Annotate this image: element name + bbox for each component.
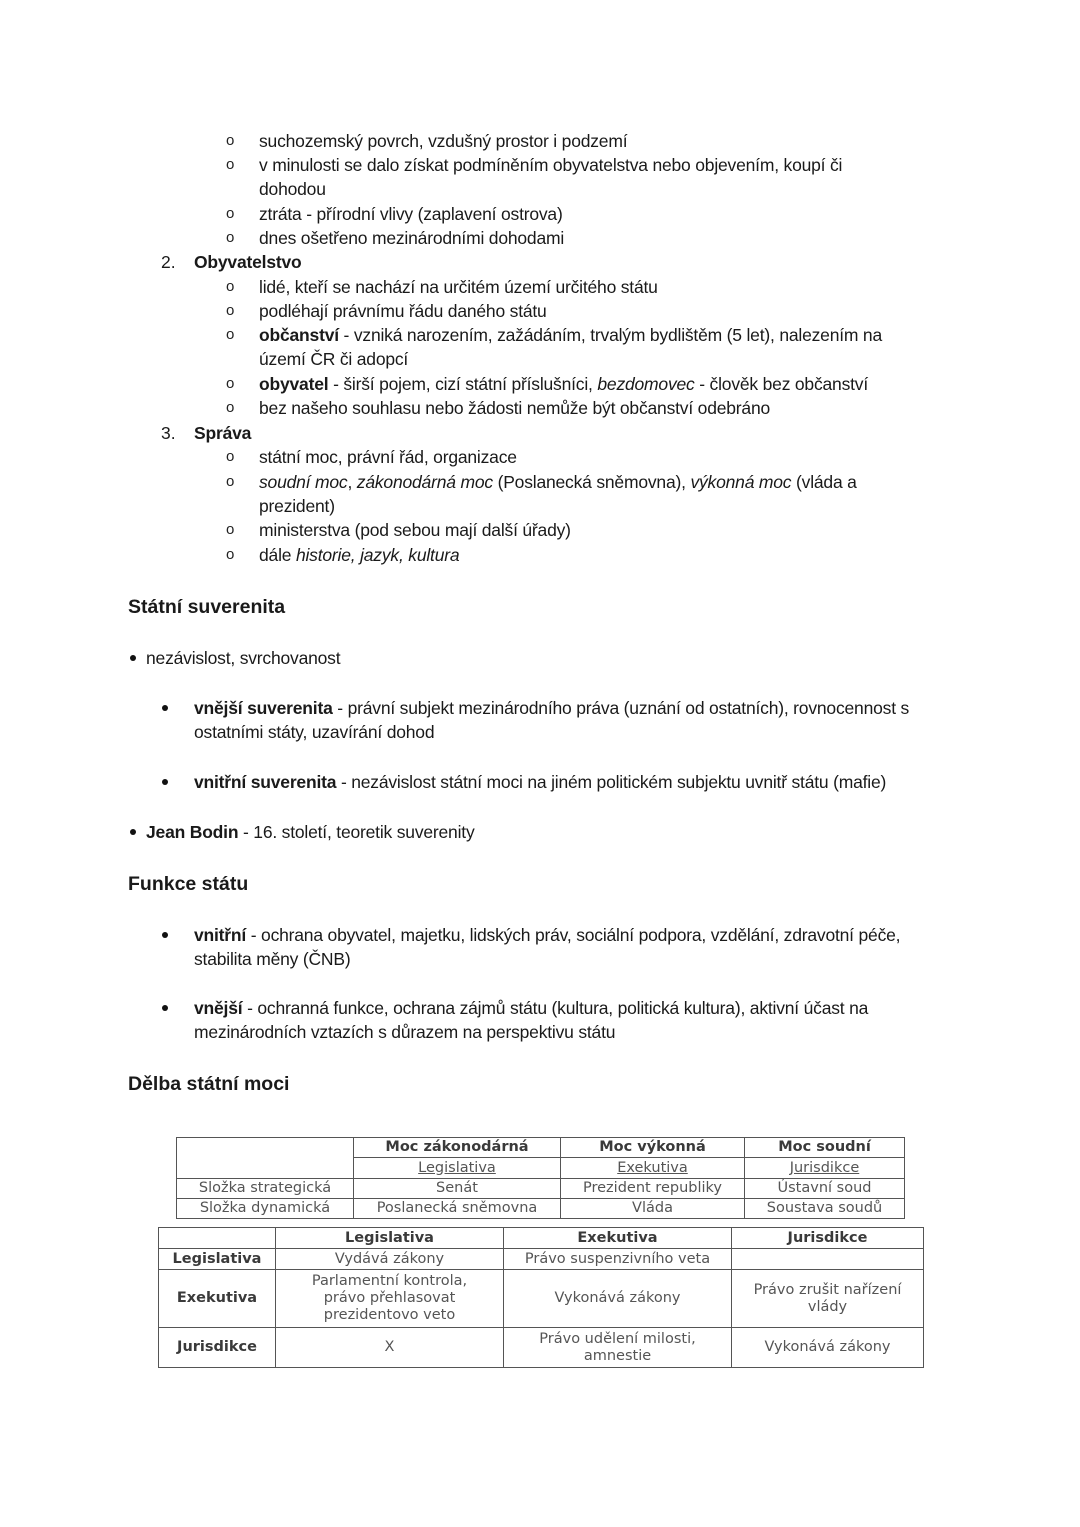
powers-table (176, 1137, 905, 1219)
table-cell: Vláda (561, 1199, 745, 1219)
list-item-continuation: mezinárodních vztazích s důrazem na perspektivu státu (194, 1022, 616, 1042)
circle-bullet-icon: o (226, 205, 235, 222)
table-cell: Právo suspenzivního veta (504, 1249, 732, 1270)
circle-bullet-icon: o (226, 546, 235, 563)
row-header: Jurisdikce (159, 1328, 276, 1368)
section-title-text: Obyvatelstvo (194, 252, 302, 272)
list-item-continuation: prezident) (259, 496, 335, 516)
circle-bullet-icon: o (226, 229, 235, 246)
table-cell: Složka dynamická (177, 1199, 354, 1219)
table-row (159, 1270, 924, 1328)
circle-bullet-icon: o (226, 132, 235, 149)
list-item: v minulosti se dalo získat podmíněním obyvatelstva nebo objevením, koupí či (259, 155, 843, 175)
section-title (194, 250, 302, 274)
table-corner (159, 1228, 276, 1249)
list-item: vnitřní - ochrana obyvatel, majetku, lidských práv, sociální podpora, vzdělání, zdravotní péče, (194, 925, 901, 945)
circle-bullet-icon: o (226, 375, 235, 392)
checks-balances-table (158, 1227, 924, 1368)
table-subheader: Jurisdikce (745, 1158, 905, 1179)
list-item: vnitřní suverenita - nezávislost státní moci na jiném politickém subjektu uvnitř státu (mafie) (194, 772, 887, 792)
table-corner (177, 1138, 354, 1179)
circle-bullet-icon: o (226, 521, 235, 538)
list-item: ministerstva (pod sebou mají další úřady) (259, 520, 571, 540)
table-cell: Senát (354, 1179, 561, 1199)
table-header: Moc výkonná (561, 1138, 745, 1158)
table-row (177, 1179, 905, 1199)
table-cell: Vykonává zákony (504, 1270, 732, 1328)
term: občanství (259, 325, 339, 345)
table-subheader: Exekutiva (561, 1158, 745, 1179)
table-cell: Právo zrušit nařízení vlády (732, 1270, 924, 1328)
circle-bullet-icon: o (226, 326, 235, 343)
heading-division: Dělba státní moci (128, 1073, 290, 1095)
list-item: soudní moc, zákonodárná moc (Poslanecká sněmovna), výkonná moc (vláda a (259, 472, 857, 492)
list-item: dnes ošetřeno mezinárodními dohodami (259, 228, 565, 248)
list-item: nezávislost, svrchovanost (146, 648, 341, 668)
list-item-continuation: dohodou (259, 179, 326, 199)
table-cell: Parlamentní kontrola, právo přehlasovat prezidentovo veto (276, 1270, 504, 1328)
table-cell: Složka strategická (177, 1179, 354, 1199)
bullet-icon (130, 655, 136, 661)
table-subheader: Legislativa (354, 1158, 561, 1179)
table-cell: Právo udělení milosti, amnestie (504, 1328, 732, 1368)
list-item: podléhají právnímu řádu daného státu (259, 301, 547, 321)
heading-functions: Funkce státu (128, 873, 249, 895)
bullet-icon (130, 829, 136, 835)
list-item: suchozemský povrch, vzdušný prostor i podzemí (259, 131, 628, 151)
list-item: vnější suverenita - právní subjekt mezinárodního práva (uznání od ostatních), rovnocennost s (194, 698, 910, 718)
table-cell (732, 1249, 924, 1270)
heading-sovereignty: Státní suverenita (128, 596, 286, 618)
list-item: občanství - vzniká narozením, zažádáním, trvalým bydlištěm (5 let), nalezením na (259, 325, 882, 345)
term-italic: bezdomovec (597, 374, 695, 394)
table-row (159, 1249, 924, 1270)
circle-bullet-icon: o (226, 473, 235, 490)
list-item: státní moc, právní řád, organizace (259, 447, 517, 467)
table-row (159, 1328, 924, 1368)
list-item: dále historie, jazyk, kultura (259, 545, 460, 565)
list-item: lidé, kteří se nachází na určitém území určitého státu (259, 277, 658, 297)
bullet-icon (162, 705, 168, 711)
circle-bullet-icon: o (226, 278, 235, 295)
table-cell: Soustava soudů (745, 1199, 905, 1219)
term: vnitřní suverenita (194, 772, 337, 792)
table-header: Jurisdikce (732, 1228, 924, 1249)
table-cell: Prezident republiky (561, 1179, 745, 1199)
term: vnější suverenita (194, 698, 333, 718)
bullet-icon (162, 1005, 168, 1011)
list-item: Jean Bodin - 16. století, teoretik suverenity (146, 822, 475, 842)
bullet-icon (162, 779, 168, 785)
term: Jean Bodin (146, 822, 239, 842)
circle-bullet-icon: o (226, 302, 235, 319)
list-item: ztráta - přírodní vlivy (zaplavení ostrova) (259, 204, 563, 224)
circle-bullet-icon: o (226, 156, 235, 173)
table-cell: X (276, 1328, 504, 1368)
list-item-continuation: ostatními státy, uzavírání dohod (194, 722, 435, 742)
list-number: 3. (161, 423, 176, 443)
table-cell: Ústavní soud (745, 1179, 905, 1199)
table-cell: Vykonává zákony (732, 1328, 924, 1368)
circle-bullet-icon: o (226, 448, 235, 465)
table-header: Legislativa (276, 1228, 504, 1249)
section-title-text: Správa (194, 423, 252, 443)
row-header: Exekutiva (159, 1270, 276, 1328)
list-item: bez našeho souhlasu nebo žádosti nemůže být občanství odebráno (259, 398, 771, 418)
term: vnější (194, 998, 243, 1018)
table-header: Exekutiva (504, 1228, 732, 1249)
list-item: vnější - ochranná funkce, ochrana zájmů státu (kultura, politická kultura), aktivní účast na (194, 998, 869, 1018)
term: obyvatel (259, 374, 329, 394)
table-header: Moc zákonodárná (354, 1138, 561, 1158)
list-item: obyvatel - širší pojem, cizí státní příslušníci, bezdomovec - člověk bez občanství (259, 374, 869, 394)
table-header: Moc soudní (745, 1138, 905, 1158)
section-title (194, 421, 251, 445)
list-item-continuation: stabilita měny (ČNB) (194, 949, 351, 969)
term: vnitřní (194, 925, 247, 945)
circle-bullet-icon: o (226, 399, 235, 416)
table-row (177, 1199, 905, 1219)
bullet-icon (162, 932, 168, 938)
list-number: 2. (161, 252, 176, 272)
row-header: Legislativa (159, 1249, 276, 1270)
table-cell: Poslanecká sněmovna (354, 1199, 561, 1219)
list-item-continuation: území ČR či adopcí (259, 349, 409, 369)
table-cell: Vydává zákony (276, 1249, 504, 1270)
